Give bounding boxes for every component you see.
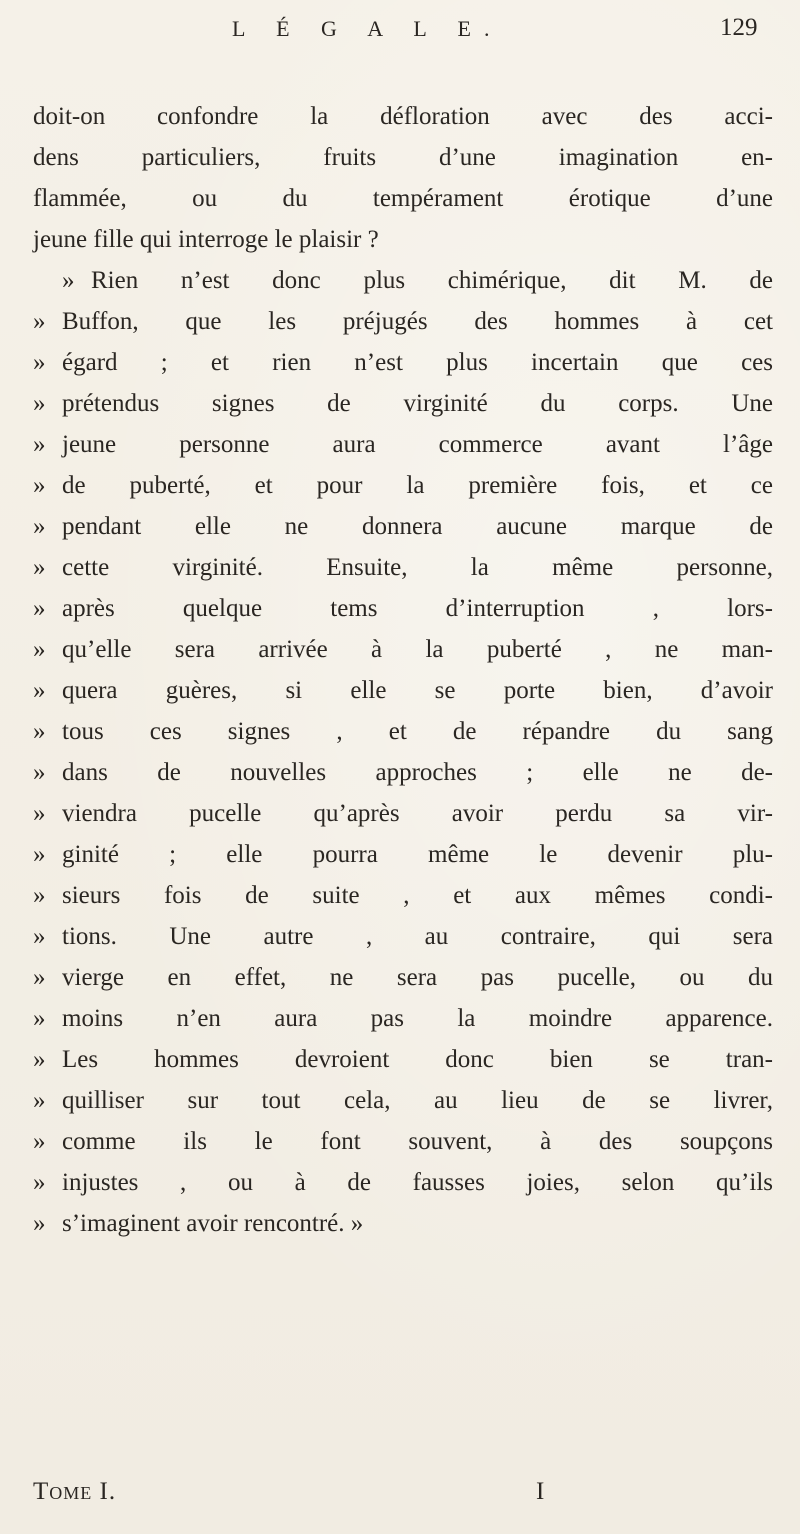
line-text: après quelque tems d’interruption , lors- <box>62 595 773 622</box>
quote-mark: » <box>33 1087 46 1114</box>
text-line <box>33 834 773 875</box>
line-text: Les hommes devroient donc bien se tran- <box>62 1046 773 1073</box>
text-line <box>33 547 773 588</box>
line-text: tous ces signes , et de répandre du sang <box>62 718 773 745</box>
quote-mark: » <box>33 1210 46 1237</box>
line-text: viendra pucelle qu’après avoir perdu sa vir- <box>62 800 773 827</box>
text-line <box>33 1080 773 1121</box>
volume-label: Tome I. <box>33 1478 117 1505</box>
text-line <box>33 588 773 629</box>
body-text <box>33 96 773 1244</box>
quote-mark: » <box>33 964 46 991</box>
quote-mark: » <box>33 595 46 622</box>
line-text: qu’elle sera arrivée à la puberté , ne man- <box>62 636 773 663</box>
quote-mark: » <box>33 1005 46 1032</box>
text-line <box>33 506 773 547</box>
line-text: jeune fille qui interroge le plaisir ? <box>33 226 379 253</box>
quote-mark: » <box>33 554 46 581</box>
quote-mark: » <box>62 267 75 294</box>
quote-mark: » <box>33 800 46 827</box>
text-line <box>33 711 773 752</box>
text-line <box>33 465 773 506</box>
quote-mark: » <box>33 882 46 909</box>
quote-mark: » <box>33 349 46 376</box>
text-line <box>33 342 773 383</box>
line-text: pendant elle ne donnera aucune marque de <box>62 513 773 540</box>
line-text: sieurs fois de suite , et aux mêmes condi- <box>62 882 773 909</box>
line-text: jeune personne aura commerce avant l’âge <box>62 431 773 458</box>
line-text: égard ; et rien n’est plus incertain que ces <box>62 349 773 376</box>
page-footer <box>33 1478 773 1518</box>
running-head: L É G A L E. <box>232 16 503 41</box>
text-line <box>33 219 773 260</box>
line-text: cette virginité. Ensuite, la même personne, <box>62 554 773 581</box>
line-text: ginité ; elle pourra même le devenir plu- <box>62 841 773 868</box>
text-line <box>33 670 773 711</box>
line-text: doit-on confondre la défloration avec des acci- <box>33 103 773 130</box>
text-line <box>33 629 773 670</box>
page-number: 129 <box>720 14 758 41</box>
line-text: Buffon, que les préjugés des hommes à cet <box>62 308 773 335</box>
line-text: quera guères, si elle se porte bien, d’avoir <box>62 677 773 704</box>
quote-mark: » <box>33 677 46 704</box>
line-text: injustes , ou à de fausses joies, selon qu’ils <box>62 1169 773 1196</box>
line-text: prétendus signes de virginité du corps. Une <box>62 390 773 417</box>
line-text: vierge en effet, ne sera pas pucelle, ou du <box>62 964 773 991</box>
line-text: dans de nouvelles approches ; elle ne de- <box>62 759 773 786</box>
line-text: tions. Une autre , au contraire, qui sera <box>62 923 773 950</box>
text-line <box>33 383 773 424</box>
text-line <box>33 301 773 342</box>
quote-mark: » <box>33 390 46 417</box>
page-header <box>0 12 800 52</box>
text-line <box>33 1039 773 1080</box>
quote-mark: » <box>33 718 46 745</box>
text-line <box>33 957 773 998</box>
signature-mark: I <box>536 1478 545 1505</box>
line-text: s’imaginent avoir rencontré. » <box>62 1210 364 1237</box>
text-line <box>33 793 773 834</box>
quote-mark: » <box>33 472 46 499</box>
text-line <box>33 875 773 916</box>
line-text: dens particuliers, fruits d’une imagination en- <box>33 144 773 171</box>
text-line <box>33 1203 773 1244</box>
line-text: comme ils le font souvent, à des soupçons <box>62 1128 773 1155</box>
line-text: moins n’en aura pas la moindre apparence. <box>62 1005 773 1032</box>
line-text: de puberté, et pour la première fois, et ce <box>62 472 773 499</box>
line-text: flammée, ou du tempérament érotique d’une <box>33 185 773 212</box>
text-line <box>33 178 773 219</box>
text-line <box>33 260 773 301</box>
quote-mark: » <box>33 431 46 458</box>
text-line <box>33 998 773 1039</box>
text-line <box>33 1121 773 1162</box>
quote-mark: » <box>33 308 46 335</box>
text-line <box>33 752 773 793</box>
quote-mark: » <box>33 923 46 950</box>
text-line <box>33 424 773 465</box>
line-text: Rien n’est donc plus chimérique, dit M. de <box>91 267 773 294</box>
text-line <box>33 916 773 957</box>
quote-mark: » <box>33 1046 46 1073</box>
text-line <box>33 137 773 178</box>
quote-mark: » <box>33 513 46 540</box>
line-text: quilliser sur tout cela, au lieu de se livrer, <box>62 1087 773 1114</box>
quote-mark: » <box>33 841 46 868</box>
quote-mark: » <box>33 759 46 786</box>
text-line <box>33 1162 773 1203</box>
text-line <box>33 96 773 137</box>
quote-mark: » <box>33 636 46 663</box>
quote-mark: » <box>33 1169 46 1196</box>
quote-mark: » <box>33 1128 46 1155</box>
